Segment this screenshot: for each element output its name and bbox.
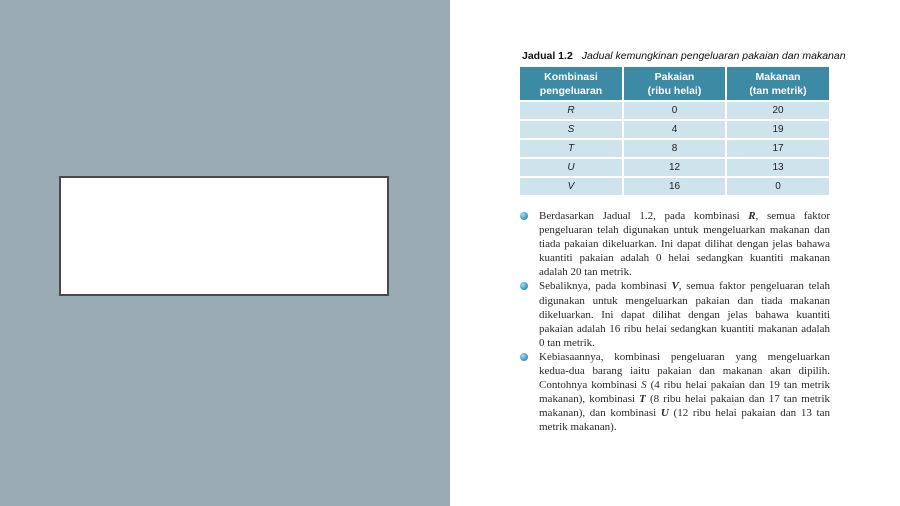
list-item [520,279,830,349]
header-kombinasi-line2: pengeluaran [539,84,603,97]
bullet-emphasis: V [671,280,679,293]
list-item [520,209,830,279]
bullet-text: , semua faktor pengeluaran telah digunakan untuk mengeluarkan pakaian dan tiada makanan dikeluarkan. Ini dapat dilihat dengan jelas bahawa kuantiti pakaian adalah 16 ribu helai sedangkan kuantiti makanan adalah 0 tan metrik. [539,280,830,349]
cell-pakaian: 16 [623,177,726,195]
bullet-emphasis: S [641,379,647,392]
bullet-text: Sebaliknya, pada kombinasi [539,280,672,293]
bullet-text: (12 ribu helai pakaian dan 13 tan metrik makanan). [539,407,830,434]
header-makanan-line2: (tan metrik) [749,84,807,97]
cell-pakaian: 12 [623,158,726,177]
header-makanan [726,67,829,101]
row-label: T [520,139,623,158]
bullet-emphasis: U [660,407,669,420]
header-pakaian [623,67,726,101]
bullet-text: (8 ribu helai pakaian dan 17 tan metrik makanan), dan kombinasi [539,393,831,420]
table-row [520,120,829,139]
bullet-dot-icon [520,212,528,220]
table-row [520,139,829,158]
row-label: U [520,158,623,177]
table-row [520,158,829,177]
cell-makanan: 20 [726,101,829,120]
table-number: Jadual 1.2 [522,50,573,62]
table-header-row [520,67,829,101]
blank-box [59,176,389,296]
header-pakaian-line2: (ribu helai) [647,84,702,97]
explanation-list [520,209,830,435]
bullet-text: Kebiasaannya, kombinasi pengeluaran yang mengeluarkan kedua-dua barang iaitu pakaian dan makanan akan dipilih. Contohnya kombinasi [539,350,830,392]
cell-pakaian: 0 [623,101,726,120]
header-makanan-line1: Makanan [755,70,801,83]
row-label: S [520,120,623,139]
bullet-text: (4 ribu helai pakaian dan 19 tan metrik makanan), kombinasi [539,379,831,406]
list-item [520,350,830,435]
header-kombinasi-line1: Kombinasi [544,70,598,83]
row-label: R [520,101,623,120]
bullet-emphasis: T [639,393,646,406]
table-title [522,50,846,62]
row-label: V [520,177,623,195]
bullet-text: Berdasarkan Jadual 1.2, pada kombinasi [539,210,749,222]
production-table [520,67,829,195]
table-row [520,177,829,195]
cell-makanan: 19 [726,120,829,139]
bullet-text: , semua faktor pengeluaran telah digunakan untuk mengeluarkan makanan dan tiada pakaian dikeluarkan. Ini dapat dilihat dengan jelas bahawa kuantiti pakaian adalah 0 helai sedangkan kuantiti makanan adalah 20 tan metrik. [539,210,831,279]
cell-makanan: 13 [726,158,829,177]
cell-pakaian: 8 [623,139,726,158]
bullet-dot-icon [520,282,528,290]
bullet-dot-icon [520,353,528,361]
header-kombinasi [520,67,623,101]
table-caption: Jadual kemungkinan pengeluaran pakaian dan makanan [581,50,846,62]
bullet-emphasis: R [748,210,756,222]
table-row [520,101,829,120]
cell-makanan: 0 [726,177,829,195]
cell-makanan: 17 [726,139,829,158]
header-pakaian-line1: Pakaian [654,70,695,83]
cell-pakaian: 4 [623,120,726,139]
